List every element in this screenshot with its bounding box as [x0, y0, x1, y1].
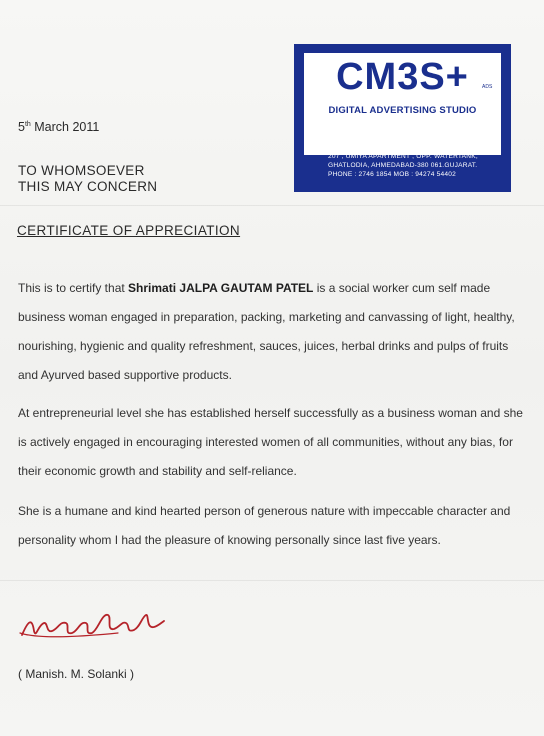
paragraph-2: At entrepreneurial level she has established herself successfully as a business woman and she is actively engaged in encouraging interested women of all communities, without any bias, for their economic growth and stability and self-reliance.: [18, 406, 523, 478]
salutation-line-1: TO WHOMSOEVER: [18, 163, 145, 178]
paragraph-1: This is to certify that Shrimati JALPA GAUTAM PATEL is a social worker cum self made business woman engaged in preparation, packing, marketing and canvassing of light, healthy, nourishing, hygienic and quality refreshment, sauces, juices, herbal drinks and pulps of fruits and Ayurved based supportive products.: [18, 281, 515, 382]
letter-date: 5th March 2011: [18, 120, 100, 134]
salutation: [18, 163, 157, 195]
recipient-name: Shrimati JALPA GAUTAM PATEL: [128, 281, 314, 295]
studio-logo: CM3S+: [336, 56, 469, 98]
salutation-line-2: THIS MAY CONCERN: [18, 179, 158, 194]
paper-fold-line: [0, 580, 544, 581]
paragraph-3: She is a humane and kind hearted person of generous nature with impeccable character and personality whom I had the pleasure of knowing personally since last five years.: [18, 504, 511, 547]
paper-fold-line: [0, 205, 544, 206]
certificate-title: CERTIFICATE OF APPRECIATION: [17, 223, 241, 238]
card-owner-name: MANISH . M . SOLANKI: [332, 128, 476, 142]
card-roles: PHOTOGRAPHER , ARTIST , TECHNOLOGIST: [328, 144, 477, 151]
signature-image: [18, 603, 168, 645]
signer-name: ( Manish. M. Solanki ): [18, 667, 135, 681]
studio-name: DIGITAL ADVERTISING STUDIO: [328, 105, 477, 116]
logo-mark-small: ADS: [482, 84, 493, 90]
letterhead-card: [294, 44, 511, 192]
card-phone: PHONE : 2746 1854 MOB : 94274 54402: [328, 171, 456, 178]
card-address-line-2: GHATLODIA, AHMEDABAD-380 061.GUJARAT.: [328, 162, 478, 169]
card-address-line-1: 207 , UMIYA APARTMENT , OPP. WATERTANK,: [328, 153, 478, 160]
